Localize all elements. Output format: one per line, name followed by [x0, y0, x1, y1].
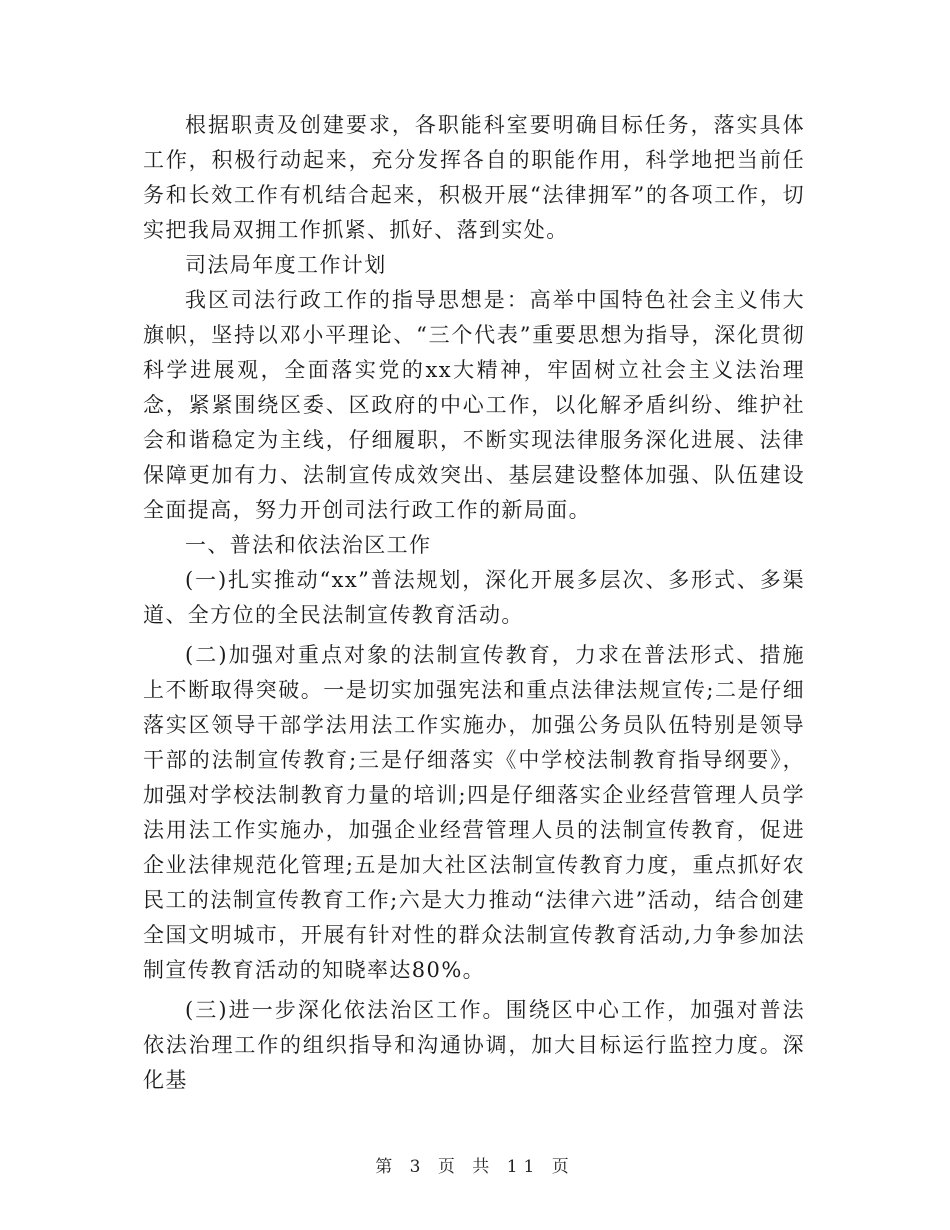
paragraph-dual-support: 根据职责及创建要求，各职能科室要明确目标任务，落实具体工作，积极行动起来，充分发挥各自的职能作用，科学地把当前任务和长效工作有机结合起来，积极开展“法律拥军”的各项工作，切实把我局双拥工作抓紧、抓好、落到实处。 — [143, 113, 805, 242]
document-body — [143, 108, 805, 1098]
section-title: 司法局年度工作计划 — [185, 253, 387, 277]
paragraph-item-2: (二)加强对重点对象的法制宣传教育，力求在普法形式、措施上不断取得突破。一是切实加强宪法和重点法律法规宣传;二是仔细落实区领导干部学法用法工作实施办，加强公务员队伍特别是领导干部的法制宣传教育;三是仔细落实《中学校法制教育指导纲要》，加强对学校法制教育力量的培训;四是仔细落实企业经营管理人员学法用法工作实施办，加强企业经营管理人员的法制宣传教育，促进企业法律规范化管理;五是加大社区法制宣传教育力度，重点抓好农民工的法制宣传教育工作;六是大力推动“法律六进”活动，结合创建全国文明城市，开展有针对性的群众法制宣传教育活动,力争参加法制宣传教育活动的知晓率达80%。 — [143, 643, 805, 982]
paragraph-item-1: (一)扎实推动“xx”普法规划，深化开展多层次、多形式、多渠道、全方位的全民法制宣传教育活动。 — [143, 568, 805, 627]
page-number-footer: 第 3 页 共 11 页 — [375, 1157, 575, 1177]
paragraph-item-3: (三)进一步深化依法治区工作。围绕区中心工作，加强对普法依法治理工作的组织指导和沟通协调，加大目标运行监控力度。深化基 — [143, 998, 805, 1092]
paragraph-guiding-ideology: 我区司法行政工作的指导思想是：高举中国特色社会主义伟大旗帜，坚持以邓小平理论、“三个代表”重要思想为指导，深化贯彻科学进展观，全面落实党的xx大精神，牢固树立社会主义法治理念，紧紧围绕区委、区政府的中心工作，以化解矛盾纠纷、维护社会和谐稳定为主线，仔细履职，不断实现法律服务深化进展、法律保障更加有力、法制宣传成效突出、基层建设整体加强、队伍建设全面提高，努力开创司法行政工作的新局面。 — [143, 288, 805, 522]
section-heading-legal-education: 一、普法和依法治区工作 — [185, 533, 432, 557]
